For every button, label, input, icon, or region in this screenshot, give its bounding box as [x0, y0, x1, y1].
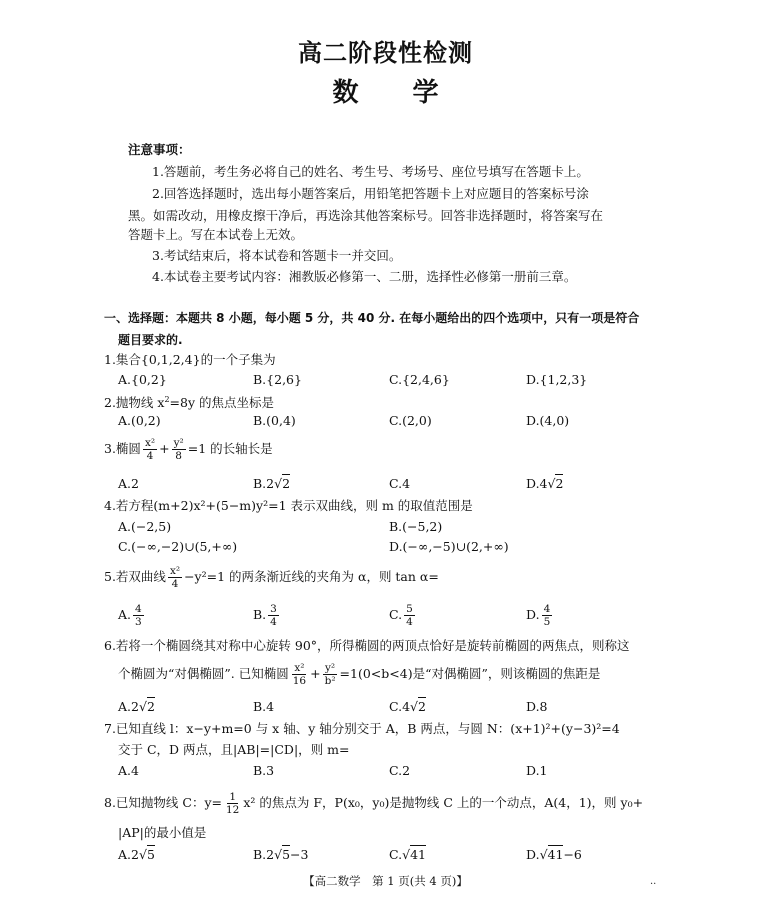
q6-option-c: C.4√2	[389, 699, 426, 714]
question-6-stem: 6.若将一个椭圆绕其对称中心旋转 90°，所得椭圆的两顶点恰好是旋转前椭圆的两焦点，则称这	[104, 638, 630, 653]
q4-option-a: A.(−2,5)	[118, 519, 172, 534]
fraction: $\frac{\text{x²}}{4}$	[144, 437, 156, 462]
q4-option-b: B.(−5,2)	[389, 519, 443, 534]
fraction: $\frac{\text{y²}}{\text{b²}}$	[324, 662, 336, 687]
q8-option-a: A.2√5	[118, 847, 155, 862]
page-footer: 【高二数学 第 1 页(共 4 页)】	[303, 874, 468, 888]
q3-option-a: A.2	[118, 476, 139, 491]
question-7-stem: 7.已知直线 l：x−y+m=0 与 x 轴、y 轴分别交于 A，B 两点，与圆 N：(x+1)²+(y−3)²=4	[104, 721, 620, 736]
q5-option-b: B. $\frac{3}{4}$	[253, 603, 277, 628]
q1-option-c: C.{2,4,6}	[389, 372, 450, 387]
q2-option-a: A.(0,2)	[118, 413, 161, 428]
section-heading-cont: 题目要求的.	[118, 333, 183, 347]
notice-heading: 注意事项：	[128, 142, 191, 157]
q1-option-b: B.{2,6}	[253, 372, 302, 387]
question-7-stem-cont: 交于 C，D 两点，且|AB|=|CD|，则 m=	[118, 742, 350, 757]
notice-line: 4.本试卷主要考试内容：湘教版必修第一、二册，选择性必修第一册前三章。	[152, 269, 577, 284]
subject-title	[0, 78, 771, 108]
q6-option-a: A.2√2	[118, 699, 155, 714]
q2-option-d: D.(4,0)	[526, 413, 570, 428]
question-6-stem-cont: 个椭圆为“对偶椭圆”. 已知椭圆 $\frac{\text{x²}}{16}$ + $\frac{\text{y²}}{\text{b²}}$ =1(0<b<4)是“对偶椭圆”，则该椭圆的焦距是	[118, 662, 601, 687]
question-1-stem: 1.集合{0,1,2,4}的一个子集为	[104, 352, 276, 367]
q8-option-b: B.2√5−3	[253, 847, 309, 862]
fraction: $\frac{\text{x²}}{4}$	[169, 565, 181, 590]
notice-line: 2.回答选择题时，选出每小题答案后，用铅笔把答题卡上对应题目的答案标号涂	[152, 186, 589, 201]
question-8-stem-cont: |AP|的最小值是	[118, 825, 207, 840]
question-5-stem: 5.若双曲线 $\frac{\text{x²}}{4}$ −y²=1 的两条渐近线的夹角为 α，则 tan α=	[104, 565, 439, 590]
q7-option-a: A.4	[118, 763, 139, 778]
question-3-stem: 3.椭圆 $\frac{\text{x²}}{4}$ + $\frac{\text{y²}}{8}$ =1 的长轴长是	[104, 437, 273, 462]
corner-mark: ··	[650, 879, 657, 890]
q2-option-b: B.(0,4)	[253, 413, 296, 428]
exam-title: 高二阶段性检测	[298, 39, 473, 67]
q8-option-c: C.√41	[389, 847, 426, 862]
subject-char: 数	[332, 78, 359, 108]
q7-option-c: C.2	[389, 763, 411, 778]
question-4-stem: 4.若方程(m+2)x²+(5−m)y²=1 表示双曲线，则 m 的取值范围是	[104, 498, 473, 513]
q7-option-d: D.1	[526, 763, 548, 778]
q6-option-b: B.4	[253, 699, 275, 714]
q3-option-b: B.2√2	[253, 476, 291, 491]
q7-option-b: B.3	[253, 763, 275, 778]
fraction: $\frac{\text{y²}}{8}$	[173, 437, 184, 462]
q5-option-c: C. $\frac{5}{4}$	[389, 603, 413, 628]
q5-option-d: D. $\frac{4}{5}$	[526, 603, 551, 628]
q8-option-d: D.√41−6	[526, 847, 582, 862]
notice-line: 3.考试结束后，将本试卷和答题卡一并交回。	[152, 248, 402, 263]
q3-option-c: C.4	[389, 476, 411, 491]
fraction: $\frac{\text{x²}}{16}$	[292, 662, 307, 687]
notice-line: 答题卡上。写在本试卷上无效。	[128, 227, 304, 242]
q1-option-a: A.{0,2}	[118, 372, 167, 387]
q1-option-d: D.{1,2,3}	[526, 372, 588, 387]
fraction: $\frac{1}{12}$	[226, 791, 240, 816]
question-8-stem: 8.已知抛物线 C：y= $\frac{1}{12}$ x² 的焦点为 F，P(x₀，y₀)是抛物线 C 上的一个动点，A(4，1)，则 y₀+	[104, 791, 644, 816]
q4-option-d: D.(−∞,−5)∪(2,+∞)	[389, 539, 509, 554]
section-heading: 一、选择题：本题共 8 小题，每小题 5 分，共 40 分. 在每小题给出的四个选项中，只有一项是符合	[104, 311, 640, 325]
question-2-stem: 2.抛物线 $x^2=8y$ 的焦点坐标是	[104, 395, 275, 411]
q4-option-c: C.(−∞,−2)∪(5,+∞)	[118, 539, 238, 554]
q3-option-d: D.4√2	[526, 476, 564, 491]
notice-line: 黑。如需改动，用橡皮擦干净后，再选涂其他答案标号。回答非选择题时，将答案写在	[128, 208, 604, 223]
notice-line: 1.答题前，考生务必将自己的姓名、考生号、考场号、座位号填写在答题卡上。	[152, 164, 589, 179]
q6-option-d: D.8	[526, 699, 548, 714]
q5-option-a: A. $\frac{4}{3}$	[118, 603, 142, 628]
q2-option-c: C.(2,0)	[389, 413, 432, 428]
subject-char: 学	[412, 78, 439, 108]
